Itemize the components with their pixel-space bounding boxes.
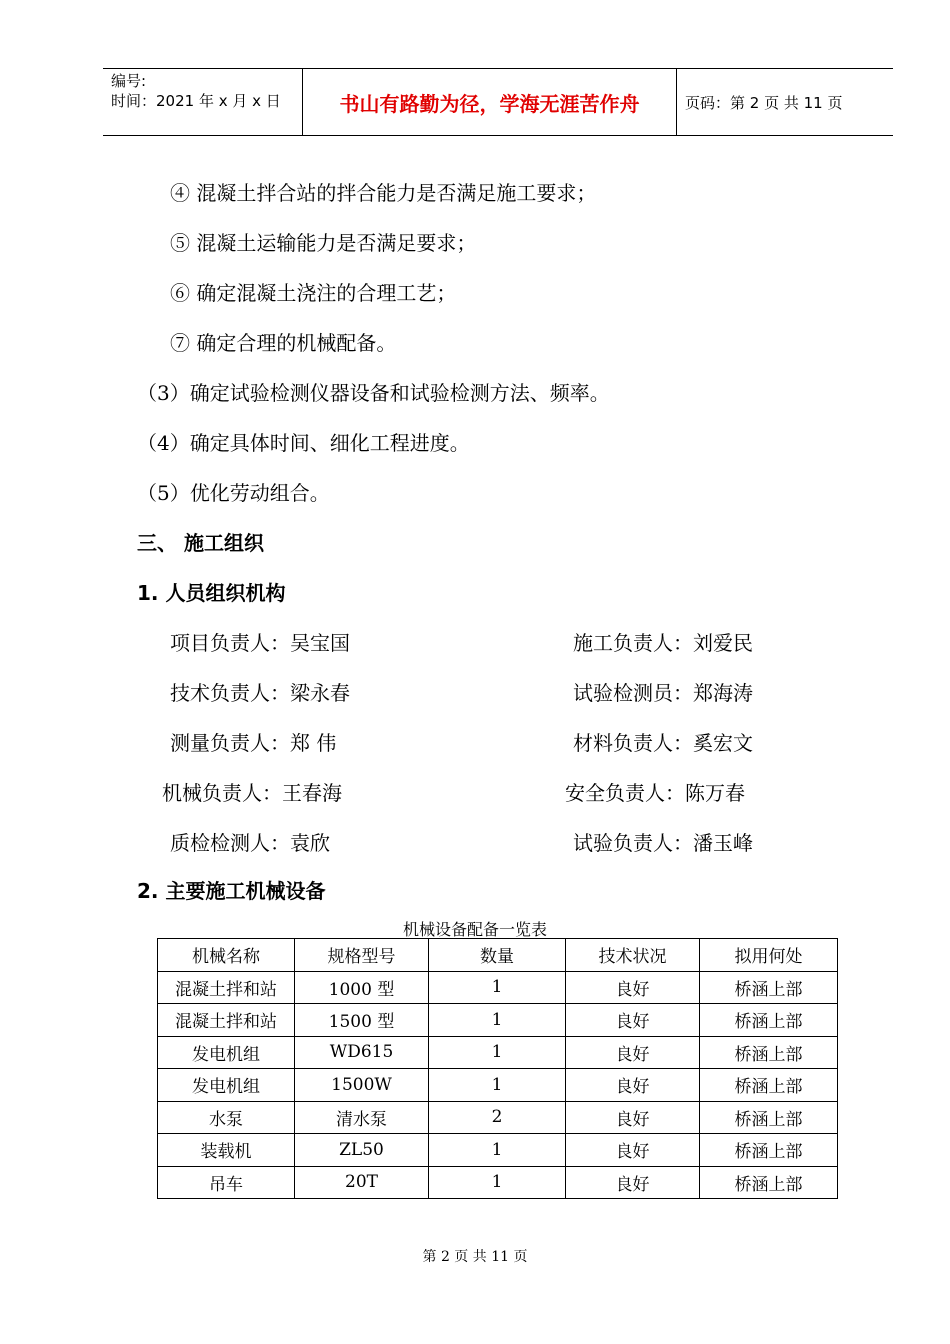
table-row — [158, 1036, 838, 1069]
section-title: 三、 施工组织 — [137, 531, 264, 555]
table-header-row — [158, 939, 838, 972]
table-cell: ZL50 — [295, 1134, 429, 1167]
number-label: 编号: — [111, 72, 147, 90]
table-cell: 良好 — [566, 1036, 700, 1069]
table-cell: 桥涵上部 — [700, 971, 838, 1004]
table-cell: 1000 型 — [295, 971, 429, 1004]
table-cell: 清水泵 — [295, 1101, 429, 1134]
staff-left: 质检检测人：袁欣 — [170, 831, 330, 855]
page-footer: 第 2 页 共 11 页 — [422, 1249, 528, 1265]
table-cell: 良好 — [566, 1166, 700, 1199]
list-item: ④ 混凝土拌合站的拌合能力是否满足施工要求； — [170, 181, 597, 205]
table-cell: 1 — [429, 1134, 566, 1167]
subsection-title: 1. 人员组织机构 — [137, 581, 286, 605]
table-row — [158, 1004, 838, 1037]
header-motto: 书山有路勤为径，学海无涯苦作舟 — [303, 69, 677, 135]
table-cell: 良好 — [566, 1004, 700, 1037]
staff-right: 材料负责人：奚宏文 — [573, 731, 753, 755]
table-row — [158, 1166, 838, 1199]
column-header: 数量 — [429, 939, 566, 972]
table-cell: 1 — [429, 1166, 566, 1199]
staff-right: 施工负责人：刘爱民 — [573, 631, 753, 655]
list-item: ⑤ 混凝土运输能力是否满足要求； — [170, 231, 477, 255]
table-cell: 桥涵上部 — [700, 1036, 838, 1069]
staff-right: 试验检测员：郑海涛 — [573, 681, 753, 705]
equipment-table — [157, 938, 838, 1199]
list-item: ⑦ 确定合理的机械配备。 — [170, 331, 397, 355]
staff-left: 机械负责人：王春海 — [162, 781, 342, 805]
table-cell: 1 — [429, 1036, 566, 1069]
table-cell: 2 — [429, 1101, 566, 1134]
column-header: 机械名称 — [158, 939, 295, 972]
staff-right: 试验负责人：潘玉峰 — [573, 831, 753, 855]
table-cell: 桥涵上部 — [700, 1069, 838, 1102]
table-cell: 良好 — [566, 1069, 700, 1102]
staff-left: 技术负责人：梁永春 — [170, 681, 350, 705]
staff-left: 项目负责人：吴宝国 — [170, 631, 350, 655]
table-cell: 桥涵上部 — [700, 1101, 838, 1134]
table-row — [158, 1101, 838, 1134]
header-meta — [103, 69, 303, 135]
list-item: ⑥ 确定混凝土浇注的合理工艺； — [170, 281, 457, 305]
staff-left: 测量负责人：郑 伟 — [170, 731, 337, 755]
table-cell: 桥涵上部 — [700, 1004, 838, 1037]
list-item: （4）确定具体时间、细化工程进度。 — [137, 431, 470, 455]
table-cell: 发电机组 — [158, 1036, 295, 1069]
table-cell: 发电机组 — [158, 1069, 295, 1102]
table-cell: 良好 — [566, 1101, 700, 1134]
table-caption: 机械设备配备一览表 — [402, 920, 547, 939]
table-cell: 1500 型 — [295, 1004, 429, 1037]
list-item: （5）优化劳动组合。 — [137, 481, 330, 505]
column-header: 拟用何处 — [700, 939, 838, 972]
table-row — [158, 1134, 838, 1167]
table-cell: 1500W — [295, 1069, 429, 1102]
subsection-title: 2. 主要施工机械设备 — [137, 879, 326, 903]
table-cell: 1 — [429, 1069, 566, 1102]
table-cell: 1 — [429, 971, 566, 1004]
table-row — [158, 971, 838, 1004]
header-page-info: 页码：第 2 页 共 11 页 — [685, 93, 843, 112]
column-header: 技术状况 — [566, 939, 700, 972]
staff-right: 安全负责人：陈万春 — [565, 781, 745, 805]
table-cell: 水泵 — [158, 1101, 295, 1134]
time-label: 时间：2021 年 x 月 x 日 — [111, 92, 281, 110]
page-header — [103, 68, 893, 136]
list-item: （3）确定试验检测仪器设备和试验检测方法、频率。 — [137, 381, 610, 405]
table-cell: 混凝土拌和站 — [158, 1004, 295, 1037]
table-cell: 装载机 — [158, 1134, 295, 1167]
table-cell: 20T — [295, 1166, 429, 1199]
table-cell: 吊车 — [158, 1166, 295, 1199]
table-cell: 桥涵上部 — [700, 1134, 838, 1167]
column-header: 规格型号 — [295, 939, 429, 972]
table-cell: 混凝土拌和站 — [158, 971, 295, 1004]
table-cell: 良好 — [566, 971, 700, 1004]
table-cell: 1 — [429, 1004, 566, 1037]
table-cell: 桥涵上部 — [700, 1166, 838, 1199]
table-cell: WD615 — [295, 1036, 429, 1069]
table-cell: 良好 — [566, 1134, 700, 1167]
table-row — [158, 1069, 838, 1102]
